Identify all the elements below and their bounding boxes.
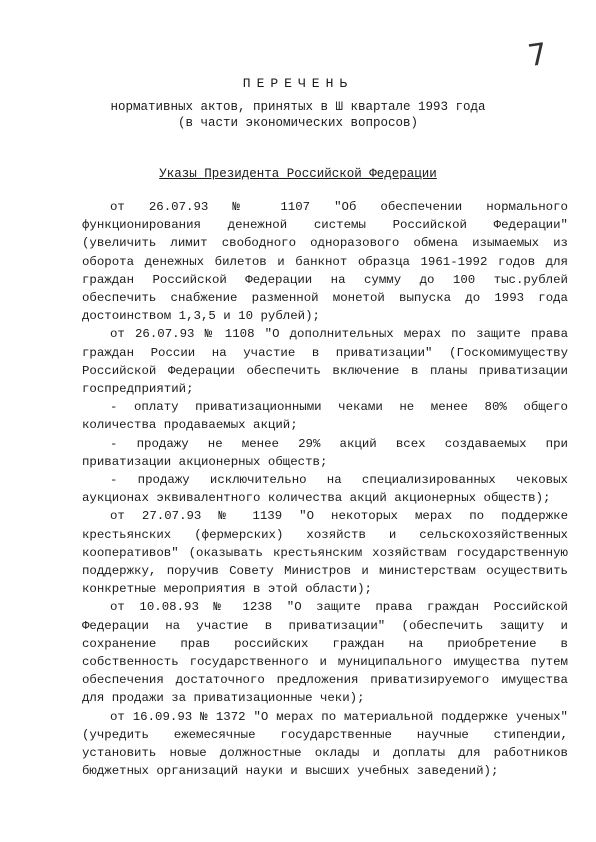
document-title: ПЕРЕЧЕНЬ — [242, 76, 354, 91]
handwritten-mark: 7 — [525, 36, 550, 75]
section-heading: Указы Президента Российской Федерации — [159, 167, 437, 181]
decree-1108-paragraph: от 26.07.93 № 1108 "О дополнительных мерах по защите права граждан России на участие в приватизации" (Госкомимуществу Российской Федерации обеспечить включение в планы приватизации госпредприятий; — [82, 327, 568, 397]
document-subtitle-line2: (в части экономических вопросов) — [177, 116, 419, 130]
decree-1372-paragraph: от 16.09.93 № 1372 "О мерах по материальной поддержке ученых" (учредить ежемесячные государственные научные стипендии, установить новые должностные оклады и доплаты для работников бюджетных организаций науки и высших учебных заведений); — [82, 709, 568, 779]
list-item-payment: - оплату приватизационными чеками не менее 80% общего количества продаваемых акций; — [82, 400, 568, 433]
list-item-sale-29: - продажу не менее 29% акций всех создаваемых при приватизации акционерных обществ; — [82, 436, 568, 469]
document-subtitle-line1: нормативных актов, принятых в Ш квартале 1993 года — [110, 100, 486, 114]
document-body — [82, 198, 568, 781]
decree-1107-paragraph: от 26.07.93 № 1107 "Об обеспечении нормального функционирования денежной системы Российской Федерации" (увеличить лимит свободного одноразового обмена изымаемых из оборота денежных билетов и банкнот образца 1961-1992 годов для граждан Российской Федерации на сумму до 100 тыс.рублей обеспечить снабжение разменной монетой выпуска до 1993 года достоинством 1,3,5 и 10 рублей); — [82, 200, 568, 324]
decree-1238-paragraph: от 10.08.93 № 1238 "О защите права граждан Российской Федерации на участие в приватизации" (обеспечить защиту и сохранение прав российских граждан на приобретение в собственность государственного и муниципального имущества путем обеспечения достаточного предложения приватизируемого имущества для продажи за приватизационные чеки); — [82, 600, 568, 706]
decree-1139-paragraph: от 27.07.93 № 1139 "О некоторых мерах по поддержке крестьянских (фермерских) хозяйств и сельскохозяйственных кооперативов" (оказывать крестьянским хозяйствам государственную поддержку, поручив Совету Министров и министерствам осуществить конкретные мероприятия в этой области); — [82, 509, 568, 597]
list-item-auctions: - продажу исключительно на специализированных чековых аукционах эквивалентного количества акций акционерных обществ); — [82, 473, 568, 506]
